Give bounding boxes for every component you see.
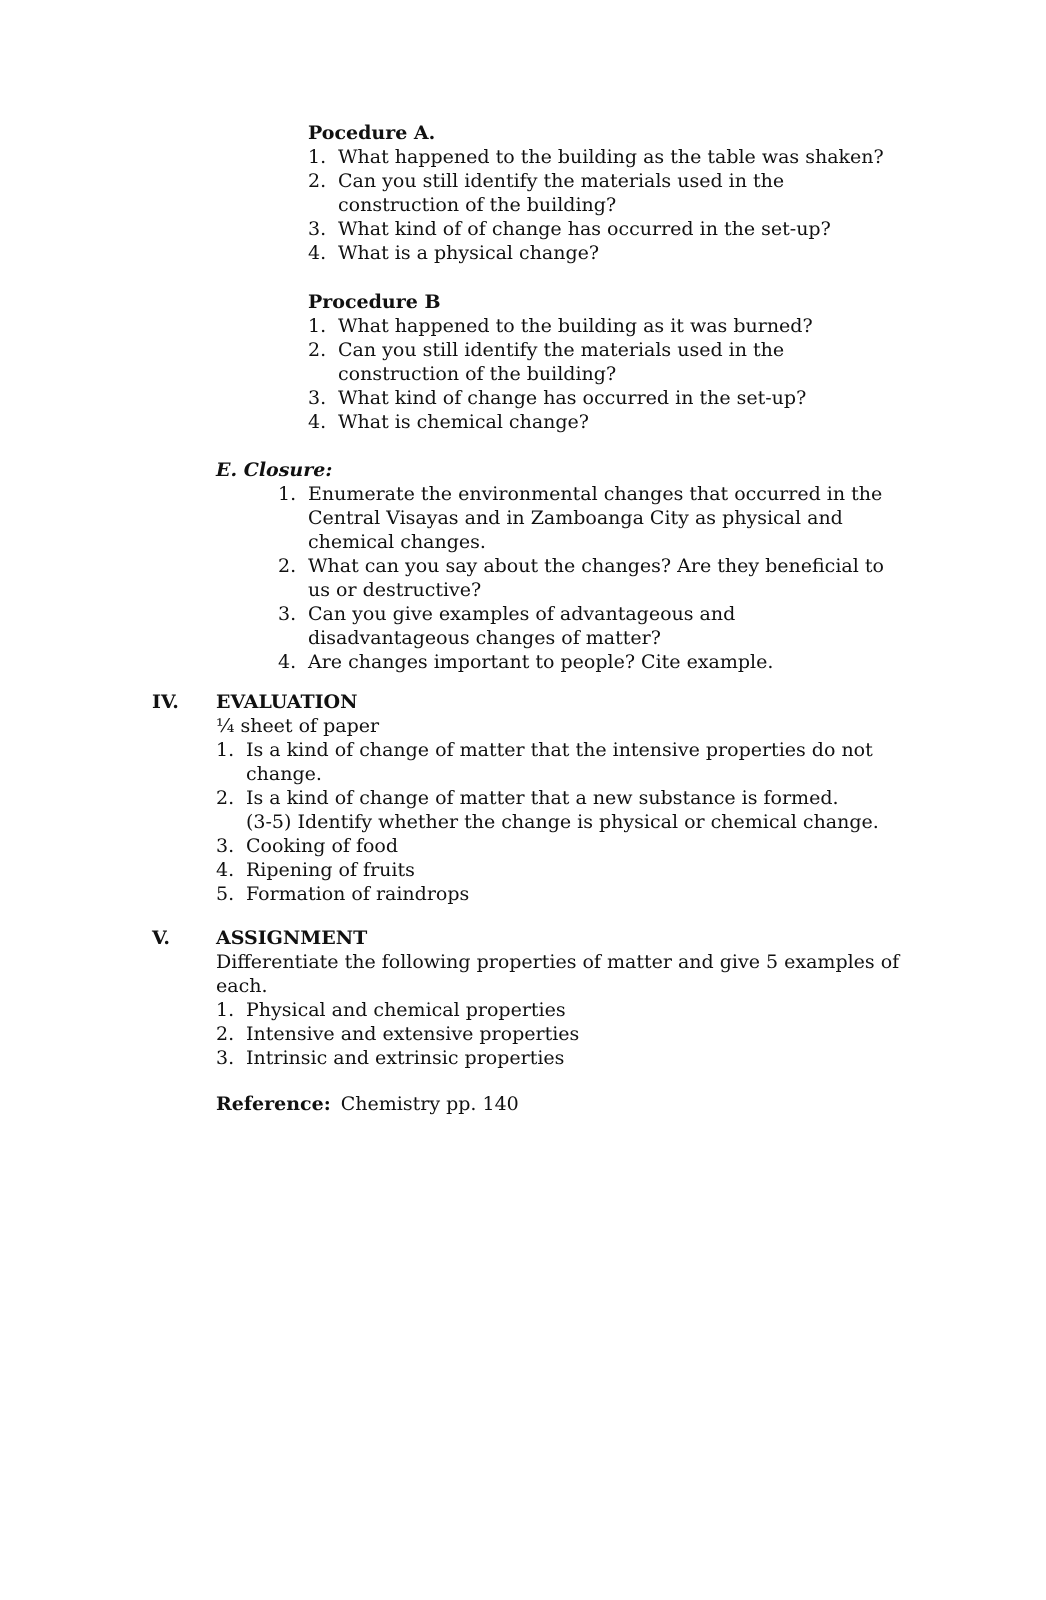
list-item — [308, 217, 928, 241]
list-item — [216, 882, 916, 906]
item-text: What kind of of change has occurred in the set-up? — [338, 218, 831, 240]
list-item — [216, 786, 896, 810]
item-number: 4. — [308, 411, 327, 433]
evaluation-instruction: (3-5) Identify whether the change is physical or chemical change. — [246, 811, 879, 833]
item-number: 3. — [278, 603, 297, 625]
list-item — [216, 834, 916, 858]
item-text: Physical and chemical properties — [246, 999, 566, 1021]
item-number: 3. — [308, 218, 327, 240]
item-text: Cooking of food — [246, 835, 399, 857]
list-item — [216, 1046, 916, 1070]
item-text: What happened to the building as it was burned? — [338, 315, 813, 337]
item-text: Intrinsic and extrinsic properties — [246, 1047, 565, 1069]
list-item — [278, 554, 906, 602]
list-item — [278, 650, 906, 674]
list-item — [216, 998, 916, 1022]
list-item — [308, 241, 928, 265]
item-number: 4. — [216, 859, 235, 881]
item-text: Is a kind of change of matter that a new substance is formed. — [246, 787, 839, 809]
item-number: 1. — [278, 483, 297, 505]
item-number: 2. — [216, 787, 235, 809]
item-text: What happened to the building as the table was shaken? — [338, 146, 884, 168]
item-text: Is a kind of change of matter that the intensive properties do not change. — [246, 739, 873, 785]
item-number: 5. — [216, 883, 235, 905]
procedure-a-list — [308, 145, 928, 265]
list-item — [216, 738, 896, 786]
reference-line — [216, 1092, 916, 1116]
assignment-list — [216, 998, 916, 1070]
closure-section — [216, 458, 916, 674]
evaluation-roman-numeral: IV. — [152, 691, 179, 713]
list-item — [278, 602, 788, 650]
item-text: What can you say about the changes? Are they beneficial to us or destructive? — [308, 555, 884, 601]
item-number: 1. — [216, 739, 235, 761]
item-number: 1. — [308, 146, 327, 168]
item-number: 1. — [216, 999, 235, 1021]
procedure-b-title: Procedure B — [308, 291, 441, 313]
list-item — [308, 338, 828, 386]
closure-title: E. Closure: — [216, 459, 333, 481]
procedure-b-section — [308, 290, 928, 434]
item-text: Can you give examples of advantageous and disadvantageous changes of matter? — [308, 603, 736, 649]
item-number: 2. — [308, 170, 327, 192]
assignment-roman-numeral: V. — [152, 927, 171, 949]
item-number: 2. — [278, 555, 297, 577]
item-text: Intensive and extensive properties — [246, 1023, 580, 1045]
evaluation-list-a — [216, 738, 896, 810]
evaluation-title: EVALUATION — [216, 691, 358, 713]
list-item — [308, 169, 828, 217]
closure-list — [278, 482, 906, 674]
item-number: 2. — [308, 339, 327, 361]
procedure-b-list — [308, 314, 928, 434]
assignment-intro: Differentiate the following properties of matter and give 5 examples of each. — [216, 951, 900, 997]
assignment-section — [216, 926, 916, 1070]
item-text: Are changes important to people? Cite example. — [308, 651, 774, 673]
item-text: What kind of change has occurred in the set-up? — [338, 387, 807, 409]
item-number: 1. — [308, 315, 327, 337]
item-text: Can you still identify the materials used in the construction of the building? — [338, 339, 785, 385]
evaluation-subtitle: ¼ sheet of paper — [216, 715, 380, 737]
list-item — [308, 410, 928, 434]
item-number: 4. — [278, 651, 297, 673]
assignment-title: ASSIGNMENT — [216, 927, 368, 949]
list-item — [308, 145, 928, 169]
evaluation-list-b — [216, 834, 916, 906]
list-item — [278, 482, 906, 554]
item-text: Formation of raindrops — [246, 883, 470, 905]
item-text: Can you still identify the materials used in the construction of the building? — [338, 170, 785, 216]
procedure-a-section — [308, 121, 928, 265]
list-item — [308, 386, 928, 410]
item-number: 4. — [308, 242, 327, 264]
item-number: 2. — [216, 1023, 235, 1045]
item-number: 3. — [216, 1047, 235, 1069]
item-text: What is chemical change? — [338, 411, 589, 433]
evaluation-section — [216, 690, 916, 906]
list-item — [216, 1022, 916, 1046]
reference-label: Reference: — [216, 1093, 331, 1115]
reference-text: Chemistry pp. 140 — [340, 1093, 519, 1115]
item-text: Ripening of fruits — [246, 859, 415, 881]
item-number: 3. — [308, 387, 327, 409]
list-item — [308, 314, 928, 338]
item-text: Enumerate the environmental changes that occurred in the Central Visayas and in Zamboanga City as physical and chemical changes. — [308, 483, 883, 553]
item-number: 3. — [216, 835, 235, 857]
procedure-a-title: Pocedure A. — [308, 122, 436, 144]
list-item — [216, 858, 916, 882]
item-text: What is a physical change? — [338, 242, 600, 264]
